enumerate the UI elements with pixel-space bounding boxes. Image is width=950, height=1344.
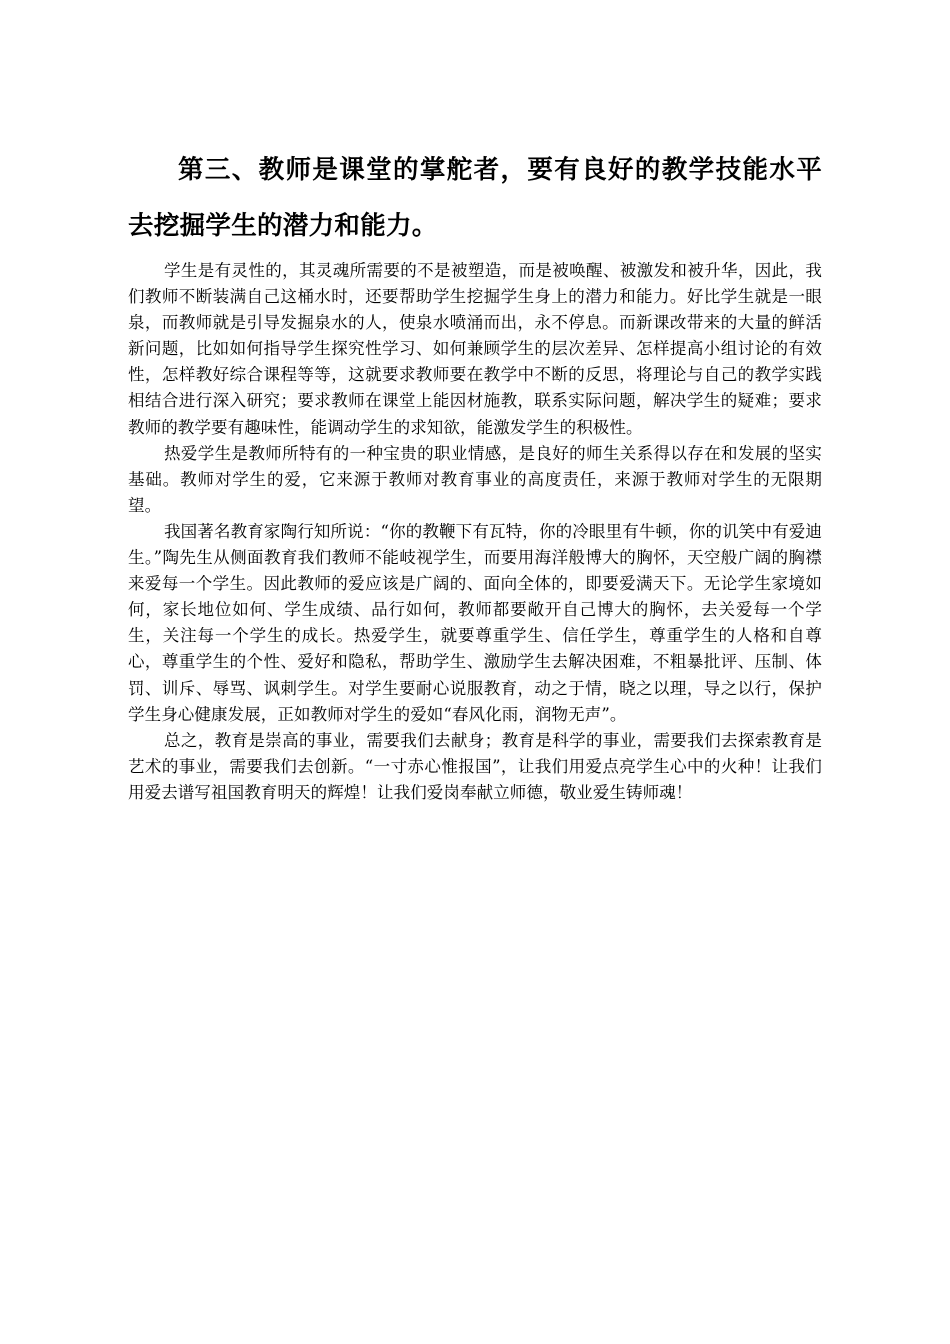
document-content — [128, 142, 822, 806]
body-text — [128, 258, 822, 806]
paragraph-2: 热爱学生是教师所特有的一种宝贵的职业情感，是良好的师生关系得以存在和发展的坚实基础。教师对学生的爱，它来源于教师对教育事业的高度责任，来源于教师对学生的无限期望。 — [128, 443, 822, 515]
paragraph-4: 总之，教育是崇高的事业，需要我们去献身；教育是科学的事业，需要我们去探索教育是艺术的事业，需要我们去创新。“一寸赤心惟报国”，让我们用爱点亮学生心中的火种！让我们用爱去谱写祖国教育明天的辉煌！让我们爱岗奉献立师德，敬业爱生铸师魂！ — [128, 730, 822, 802]
paragraph-3: 我国著名教育家陶行知所说：“你的教鞭下有瓦特，你的冷眼里有牛顿，你的讥笑中有爱迪生。”陶先生从侧面教育我们教师不能岐视学生，而要用海洋般博大的胸怀，天空般广阔的胸襟来爱每一个学生。因此教师的爱应该是广阔的、面向全体的，即要爱满天下。无论学生家境如何，家长地位如何、学生成绩、品行如何，教师都要敞开自己博大的胸怀，去关爱每一个学生，关注每一个学生的成长。热爱学生，就要尊重学生、信任学生，尊重学生的人格和自尊心，尊重学生的个性、爱好和隐私，帮助学生、激励学生去解决困难，不粗暴批评、压制、体罚、训斥、辱骂、讽刺学生。对学生要耐心说服教育，动之于情，晓之以理，导之以行，保护学生身心健康发展，正如教师对学生的爱如“春风化雨，润物无声”。 — [128, 521, 822, 724]
paragraph-1: 学生是有灵性的，其灵魂所需要的不是被塑造，而是被唤醒、被激发和被升华，因此，我们教师不断装满自己这桶水时，还要帮助学生挖掘学生身上的潜力和能力。好比学生就是一眼泉，而教师就是引导发掘泉水的人，使泉水喷涌而出，永不停息。而新课改带来的大量的鲜活新问题，比如如何指导学生探究性学习、如何兼顾学生的层次差异、怎样提高小组讨论的有效性，怎样教好综合课程等等，这就要求教师要在教学中不断的反思，将理论与自己的教学实践相结合进行深入研究；要求教师在课堂上能因材施教，联系实际问题，解决学生的疑难；要求教师的教学要有趣味性，能调动学生的求知欲，能激发学生的积极性。 — [128, 261, 822, 437]
section-heading: 第三、教师是课堂的掌舵者，要有良好的教学技能水平去挖掘学生的潜力和能力。 — [128, 155, 822, 241]
